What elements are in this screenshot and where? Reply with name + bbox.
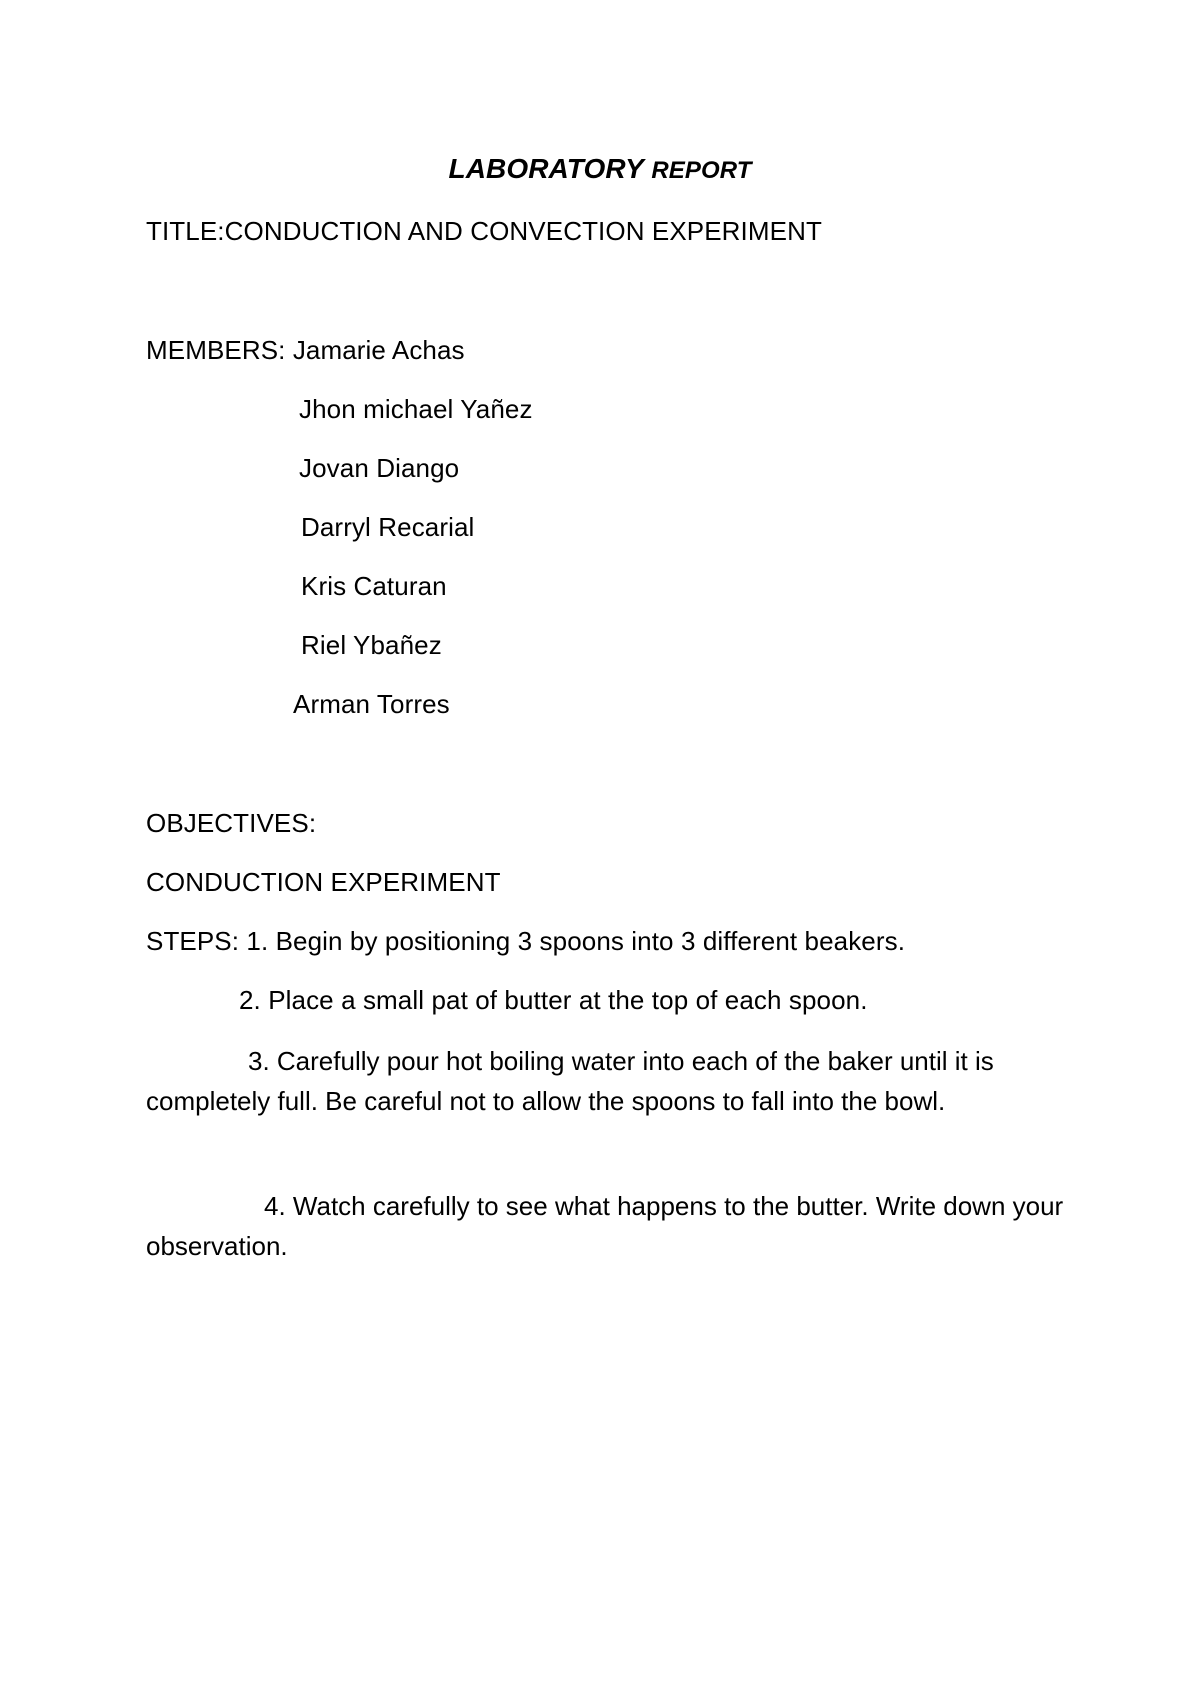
member-name: Arman Torres <box>293 689 450 719</box>
steps-label: STEPS: <box>146 926 240 956</box>
section-title: CONDUCTION EXPERIMENT <box>146 867 501 897</box>
step-item: 3. Carefully pour hot boiling water into each of the baker until it is completely full. Be careful not to allow the spoons to fall into the bowl. <box>146 1046 994 1116</box>
report-title: TITLE:CONDUCTION AND CONVECTION EXPERIMENT <box>146 216 822 246</box>
member-name: Jovan Diango <box>299 453 460 483</box>
member-name: Jamarie Achas <box>292 335 465 365</box>
step-item: 2. Place a small pat of butter at the top of each spoon. <box>239 985 868 1015</box>
objectives-label: OBJECTIVES: <box>146 808 317 838</box>
member-name: Darryl Recarial <box>301 512 475 542</box>
member-name: Jhon michael Yañez <box>299 394 533 424</box>
step-item: 4. Watch carefully to see what happens to the butter. Write down your observation. <box>146 1191 1064 1261</box>
report-heading <box>0 155 1200 183</box>
member-name: Kris Caturan <box>301 571 447 601</box>
members-label: MEMBERS: <box>146 335 286 365</box>
report-heading-sub: REPORT <box>651 157 752 184</box>
member-name: Riel Ybañez <box>301 630 442 660</box>
members-row-first <box>146 337 465 363</box>
report-heading-main: LABORATORY <box>448 153 644 184</box>
step-item: 1. Begin by positioning 3 spoons into 3 different beakers. <box>246 926 906 956</box>
steps-row-first <box>146 928 905 954</box>
